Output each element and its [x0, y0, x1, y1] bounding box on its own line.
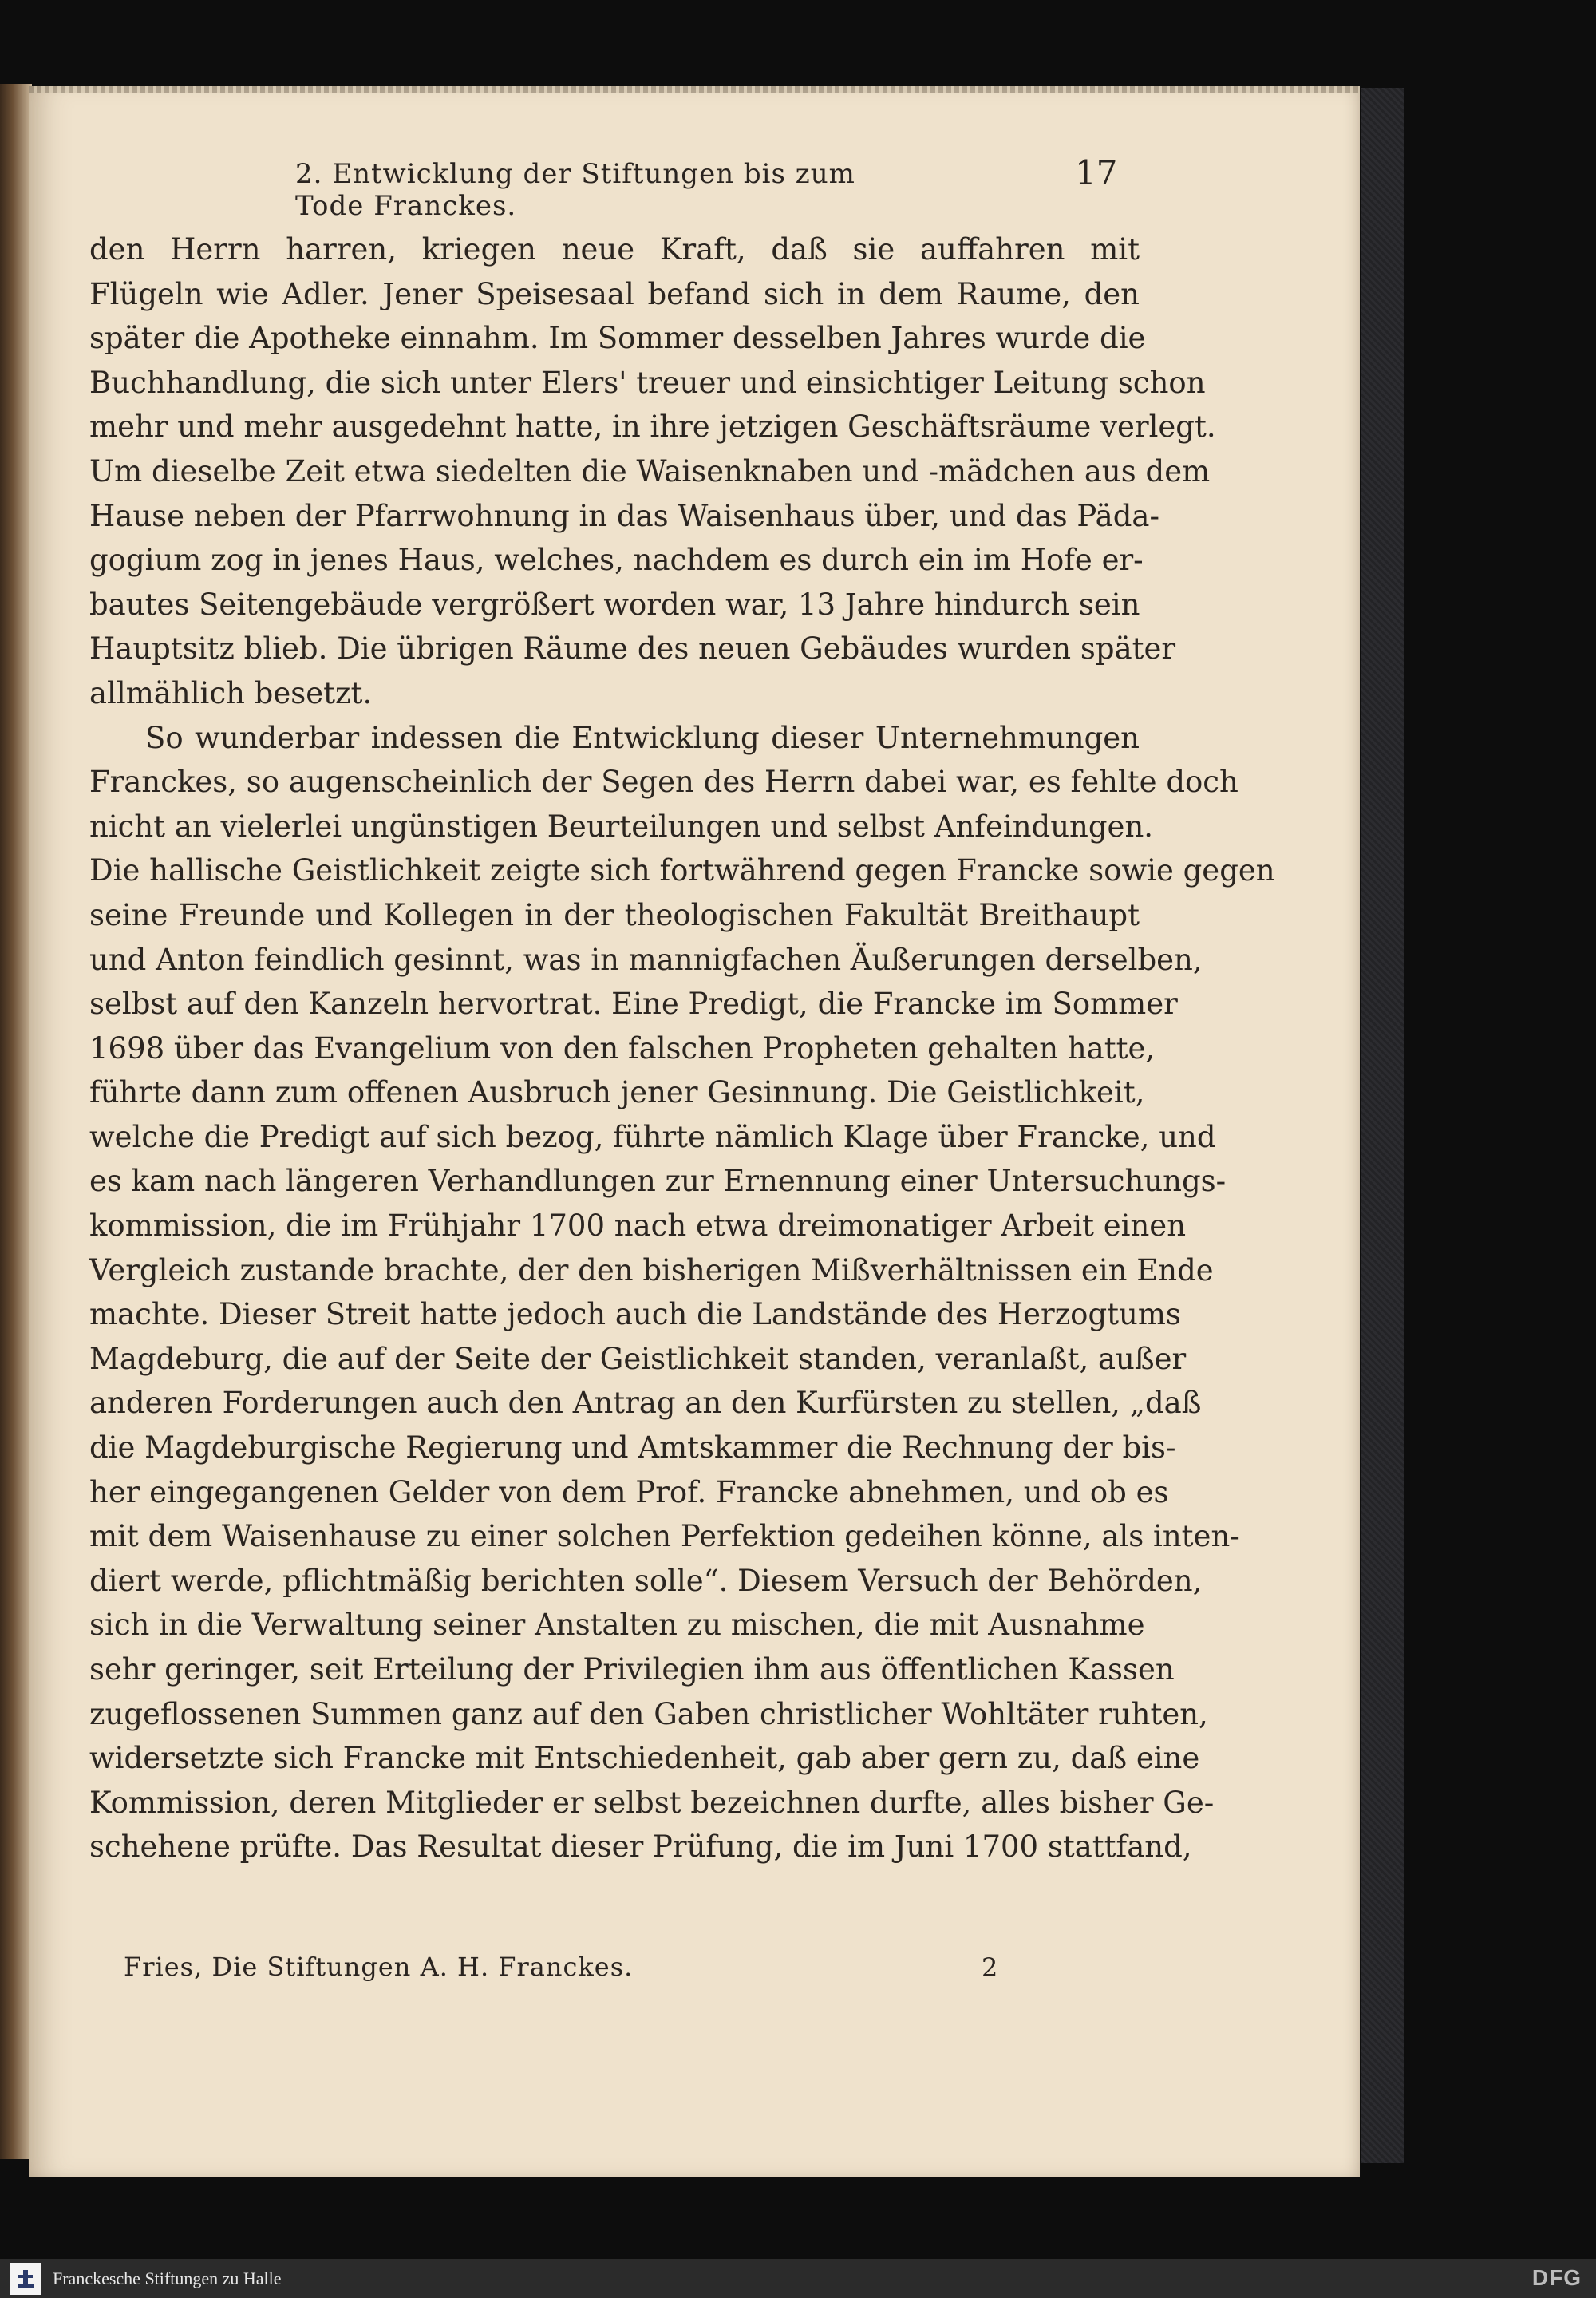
text-line: allmählich besetzt. [89, 675, 373, 710]
text-line: widersetzte sich Francke mit Entschiedenheit, gab aber gern zu, daß eine [89, 1741, 1200, 1776]
book-cover-edge [1361, 88, 1404, 2163]
text-line: seine Freunde und Kollegen in der theologischen Fakultät Breithaupt [89, 897, 1140, 932]
page-number: 17 [1075, 153, 1118, 192]
text-line: Buchhandlung, die sich unter Elers' treuer und einsichtiger Leitung schon [89, 365, 1206, 400]
page-top-edge [29, 86, 1360, 93]
body-text [89, 227, 1275, 1869]
text-line: es kam nach längeren Verhandlungen zur Ernennung einer Untersuchungs- [89, 1164, 1227, 1199]
text-line: diert werde, pflichtmäßig berichten solle“. Diesem Versuch der Behörden, [89, 1563, 1203, 1598]
text-line: welche die Predigt auf sich bezog, führte nämlich Klage über Francke, und [89, 1119, 1216, 1154]
text-line: Um dieselbe Zeit etwa siedelten die Waisenknaben und -mädchen aus dem [89, 453, 1211, 488]
text-line: nicht an vielerlei ungünstigen Beurteilungen und selbst Anfeindungen. [89, 809, 1154, 844]
text-line: mehr und mehr ausgedehnt hatte, in ihre jetzigen Geschäftsräume verlegt. [89, 409, 1216, 445]
text-line: mit dem Waisenhause zu einer solchen Perfektion gedeihen könne, als inten- [89, 1519, 1240, 1554]
text-line: Franckes, so augenscheinlich der Segen des Herrn dabei war, es fehlte doch [89, 765, 1238, 800]
text-line: sehr geringer, seit Erteilung der Privilegien ihm aus öffentlichen Kassen [89, 1652, 1175, 1687]
text-line: sich in die Verwaltung seiner Anstalten zu mischen, die mit Ausnahme [89, 1608, 1145, 1643]
viewer-bottom-bar [0, 2259, 1596, 2298]
signature-mark: 2 [982, 1952, 998, 1983]
text-line: Magdeburg, die auf der Seite der Geistlichkeit standen, veranlaßt, außer [89, 1341, 1187, 1376]
text-line: anderen Forderungen auch den Antrag an den Kurfürsten zu stellen, „daß [89, 1386, 1202, 1421]
text-line: später die Apotheke einnahm. Im Sommer desselben Jahres wurde die [89, 321, 1146, 356]
text-line: Flügeln wie Adler. Jener Speisesaal befand sich in dem Raume, den [89, 276, 1140, 311]
institution-name[interactable]: Franckesche Stiftungen zu Halle [53, 2268, 282, 2288]
text-line: Kommission, deren Mitglieder er selbst bezeichnen durfte, alles bisher Ge- [89, 1785, 1215, 1820]
text-line: und Anton feindlich gesinnt, was in mannigfachen Äußerungen derselben, [89, 942, 1203, 977]
dfg-label: DFG [1531, 2265, 1582, 2290]
foundation-logo-icon[interactable] [10, 2263, 41, 2295]
book-edge [0, 84, 32, 2159]
text-line: den Herrn harren, kriegen neue Kraft, daß sie auffahren mit [89, 232, 1140, 267]
text-line: 1698 über das Evangelium von den falschen Propheten gehalten hatte, [89, 1030, 1156, 1066]
text-line: selbst auf den Kanzeln hervortrat. Eine Predigt, die Francke im Sommer [89, 987, 1178, 1022]
text-line: Vergleich zustande brachte, der den bisherigen Mißverhältnissen ein Ende [89, 1252, 1214, 1287]
text-line: her eingegangenen Gelder von dem Prof. Francke abnehmen, und ob es [89, 1474, 1169, 1509]
running-head: 2. Entwicklung der Stiftungen bis zum Tode Franckes. [295, 158, 855, 222]
text-line: So wunderbar indessen die Entwicklung dieser Unternehmungen [145, 720, 1140, 755]
text-line: Hause neben der Pfarrwohnung in das Waisenhaus über, und das Päda- [89, 498, 1159, 533]
text-line: führte dann zum offenen Ausbruch jener Gesinnung. Die Geistlichkeit, [89, 1075, 1145, 1110]
text-line: schehene prüfte. Das Resultat dieser Prüfung, die im Juni 1700 stattfand, [89, 1829, 1192, 1865]
signature-line: Fries, Die Stiftungen A. H. Franckes. [124, 1952, 634, 1982]
text-line: zugeflossenen Summen ganz auf den Gaben christlicher Wohltäter ruhten, [89, 1696, 1208, 1731]
text-line: Die hallische Geistlichkeit zeigte sich fortwährend gegen Francke sowie gegen [89, 853, 1275, 888]
text-line: bautes Seitengebäude vergrößert worden war, 13 Jahre hindurch sein [89, 587, 1140, 622]
text-line: kommission, die im Frühjahr 1700 nach etwa dreimonatiger Arbeit einen [89, 1208, 1187, 1244]
text-line: gogium zog in jenes Haus, welches, nachdem es durch ein im Hofe er- [89, 543, 1144, 578]
text-line: die Magdeburgische Regierung und Amtskammer die Rechnung der bis- [89, 1430, 1176, 1465]
text-line: Hauptsitz blieb. Die übrigen Räume des neuen Gebäudes wurden später [89, 631, 1176, 666]
text-line: machte. Dieser Streit hatte jedoch auch die Landstände des Herzogtums [89, 1297, 1181, 1332]
